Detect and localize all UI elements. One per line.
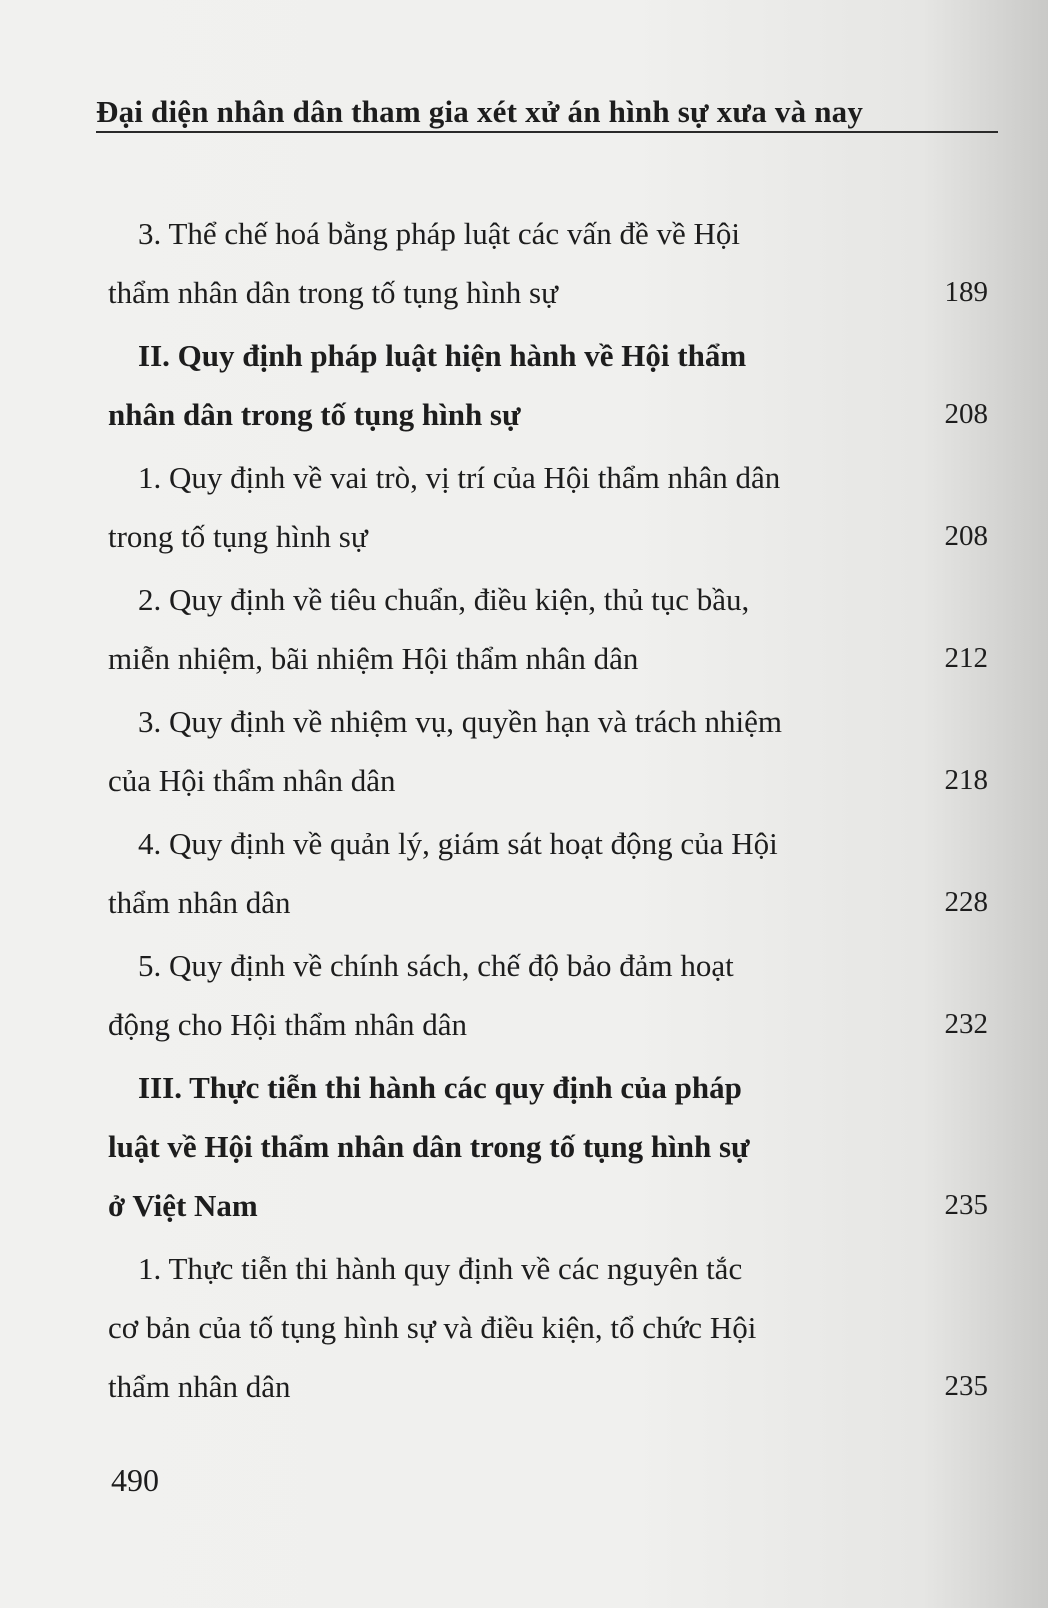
- toc-entry-line: 4. Quy định về quản lý, giám sát hoạt động của Hội: [138, 826, 778, 861]
- toc-page-number: 235: [944, 1370, 988, 1402]
- toc-entry-line: 1. Quy định về vai trò, vị trí của Hội thẩm nhân dân: [138, 460, 781, 495]
- toc-page-number: 212: [944, 642, 988, 674]
- toc-page-number: 218: [944, 764, 988, 796]
- page-number: 490: [111, 1462, 159, 1498]
- toc-entry-line: của Hội thẩm nhân dân: [108, 763, 396, 798]
- header-rule: [96, 131, 998, 133]
- toc-page-number: 235: [944, 1189, 988, 1221]
- toc-entry-line: thẩm nhân dân: [108, 885, 291, 920]
- toc-entry: [108, 448, 988, 566]
- toc-page-number: 208: [944, 398, 988, 430]
- toc-entry-line: 3. Quy định về nhiệm vụ, quyền hạn và trách nhiệm: [138, 704, 782, 739]
- toc-entry-line: 5. Quy định về chính sách, chế độ bảo đảm hoạt: [138, 948, 734, 983]
- toc-page-number: 208: [944, 520, 988, 552]
- toc-page-number: 228: [944, 886, 988, 918]
- toc-entry-line: thẩm nhân dân: [108, 1369, 291, 1404]
- toc-entry-line: nhân dân trong tố tụng hình sự: [108, 397, 521, 432]
- toc-entry-line: trong tố tụng hình sự: [108, 519, 368, 554]
- toc-entry-line: cơ bản của tố tụng hình sự và điều kiện, tổ chức Hội: [108, 1310, 757, 1345]
- table-of-contents: [108, 204, 988, 1420]
- toc-section-heading: [108, 1058, 988, 1235]
- toc-entry-line: miễn nhiệm, bãi nhiệm Hội thẩm nhân dân: [108, 641, 639, 676]
- toc-entry-line: động cho Hội thẩm nhân dân: [108, 1007, 468, 1042]
- toc-entry-line: 1. Thực tiễn thi hành quy định về các nguyên tắc: [138, 1251, 743, 1286]
- toc-entry: [108, 204, 988, 322]
- toc-entry-line: ở Việt Nam: [108, 1188, 258, 1223]
- toc-section-heading: [108, 326, 988, 444]
- toc-entry-line: 2. Quy định về tiêu chuẩn, điều kiện, thủ tục bầu,: [138, 582, 750, 617]
- toc-entry-line: 3. Thể chế hoá bằng pháp luật các vấn đề về Hội: [138, 216, 740, 251]
- toc-entry: [108, 692, 988, 810]
- toc-entry-line: luật về Hội thẩm nhân dân trong tố tụng hình sự: [108, 1129, 750, 1164]
- toc-entry-line: thẩm nhân dân trong tố tụng hình sự: [108, 275, 558, 310]
- running-head: Đại diện nhân dân tham gia xét xử án hình sự xưa và nay: [96, 94, 864, 129]
- toc-entry: [108, 570, 988, 688]
- toc-page-number: 189: [944, 276, 988, 308]
- toc-entry-line: III. Thực tiễn thi hành các quy định của pháp: [138, 1070, 742, 1105]
- toc-entry: [108, 814, 988, 932]
- toc-page-number: 232: [944, 1008, 988, 1040]
- toc-entry: [108, 936, 988, 1054]
- toc-entry-line: II. Quy định pháp luật hiện hành về Hội thẩm: [138, 338, 747, 373]
- toc-entry: [108, 1239, 988, 1416]
